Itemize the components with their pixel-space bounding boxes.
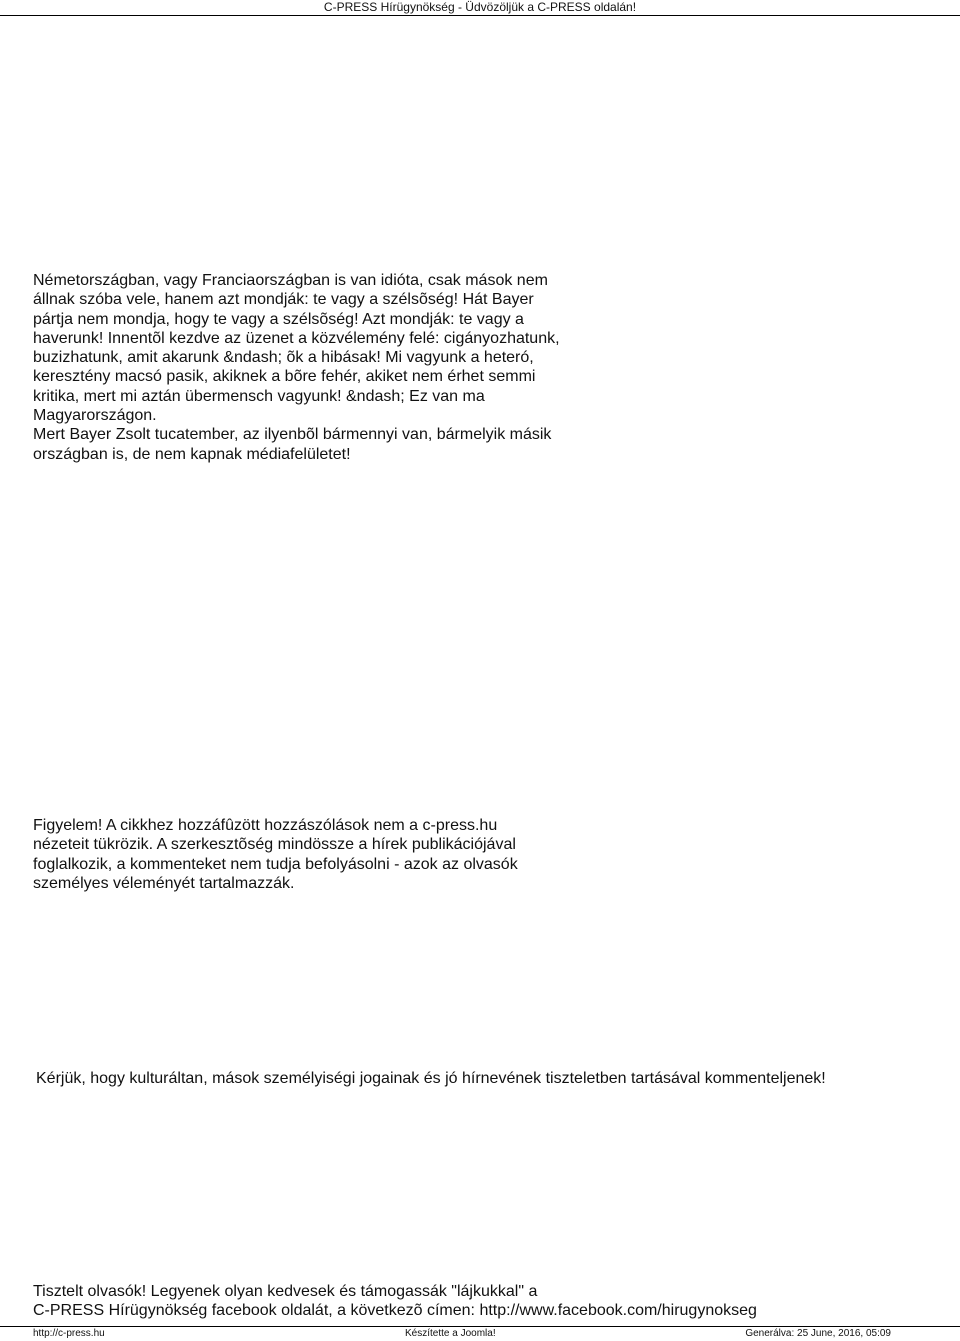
facebook-appeal: Tisztelt olvasók! Legyenek olyan kedvesek és támogassák "lájkukkal" a C-PRESS Hírügynökség facebook oldalát, a következõ címen: http://www.facebook.com/hirugynokseg: [33, 1283, 757, 1320]
page-title: C-PRESS Hírügynökség - Üdvözöljük a C-PRESS oldalán!: [323, 0, 637, 14]
footer-credit: Készítette a Joomla!: [405, 1328, 496, 1339]
comment-request: Kérjük, hogy kulturáltan, mások személyiségi jogainak és jó hírnevének tiszteletben tartásával kommenteljenek!: [36, 1070, 826, 1087]
comment-disclaimer: Figyelem! A cikkhez hozzáfûzött hozzászólások nem a c-press.hu nézeteit tükrözik. A szerkesztõség mindössze a hírek publikációjával foglalkozik, a kommenteket nem tudja befolyásolni - azok az olvasók személyes véleményét tartalmazzák.: [33, 817, 518, 892]
footer-site-url[interactable]: http://c-press.hu: [33, 1328, 105, 1339]
header-divider: [0, 15, 960, 16]
footer-divider: [0, 1326, 960, 1327]
page-header: [0, 0, 960, 15]
article-paragraph: Németországban, vagy Franciaországban is van idióta, csak mások nem állnak szóba vele, hanem azt mondják: te vagy a szélsõség! Hát Bayer pártja nem mondja, hogy te vagy a szélsõség! Azt mondják: te vagy a haverunk! Innentõl kezdve az üzenet a közvélemény felé: cigányozhatunk, buzizhatunk, amit akarunk &ndash; õk a hibásak! Mi vagyunk a heteró, keresztény macsó pasik, akiknek a bõre fehér, akiket nem érhet semmi kritika, mert mi aztán übermensch vagyunk! &ndash; Ez van ma Magyarországon. Mert Bayer Zsolt tucatember, az ilyenbõl bármennyi van, bármelyik másik országban is, de nem kapnak médiafelületet!: [33, 272, 560, 463]
footer-generated-date: Generálva: 25 June, 2016, 05:09: [745, 1328, 891, 1339]
